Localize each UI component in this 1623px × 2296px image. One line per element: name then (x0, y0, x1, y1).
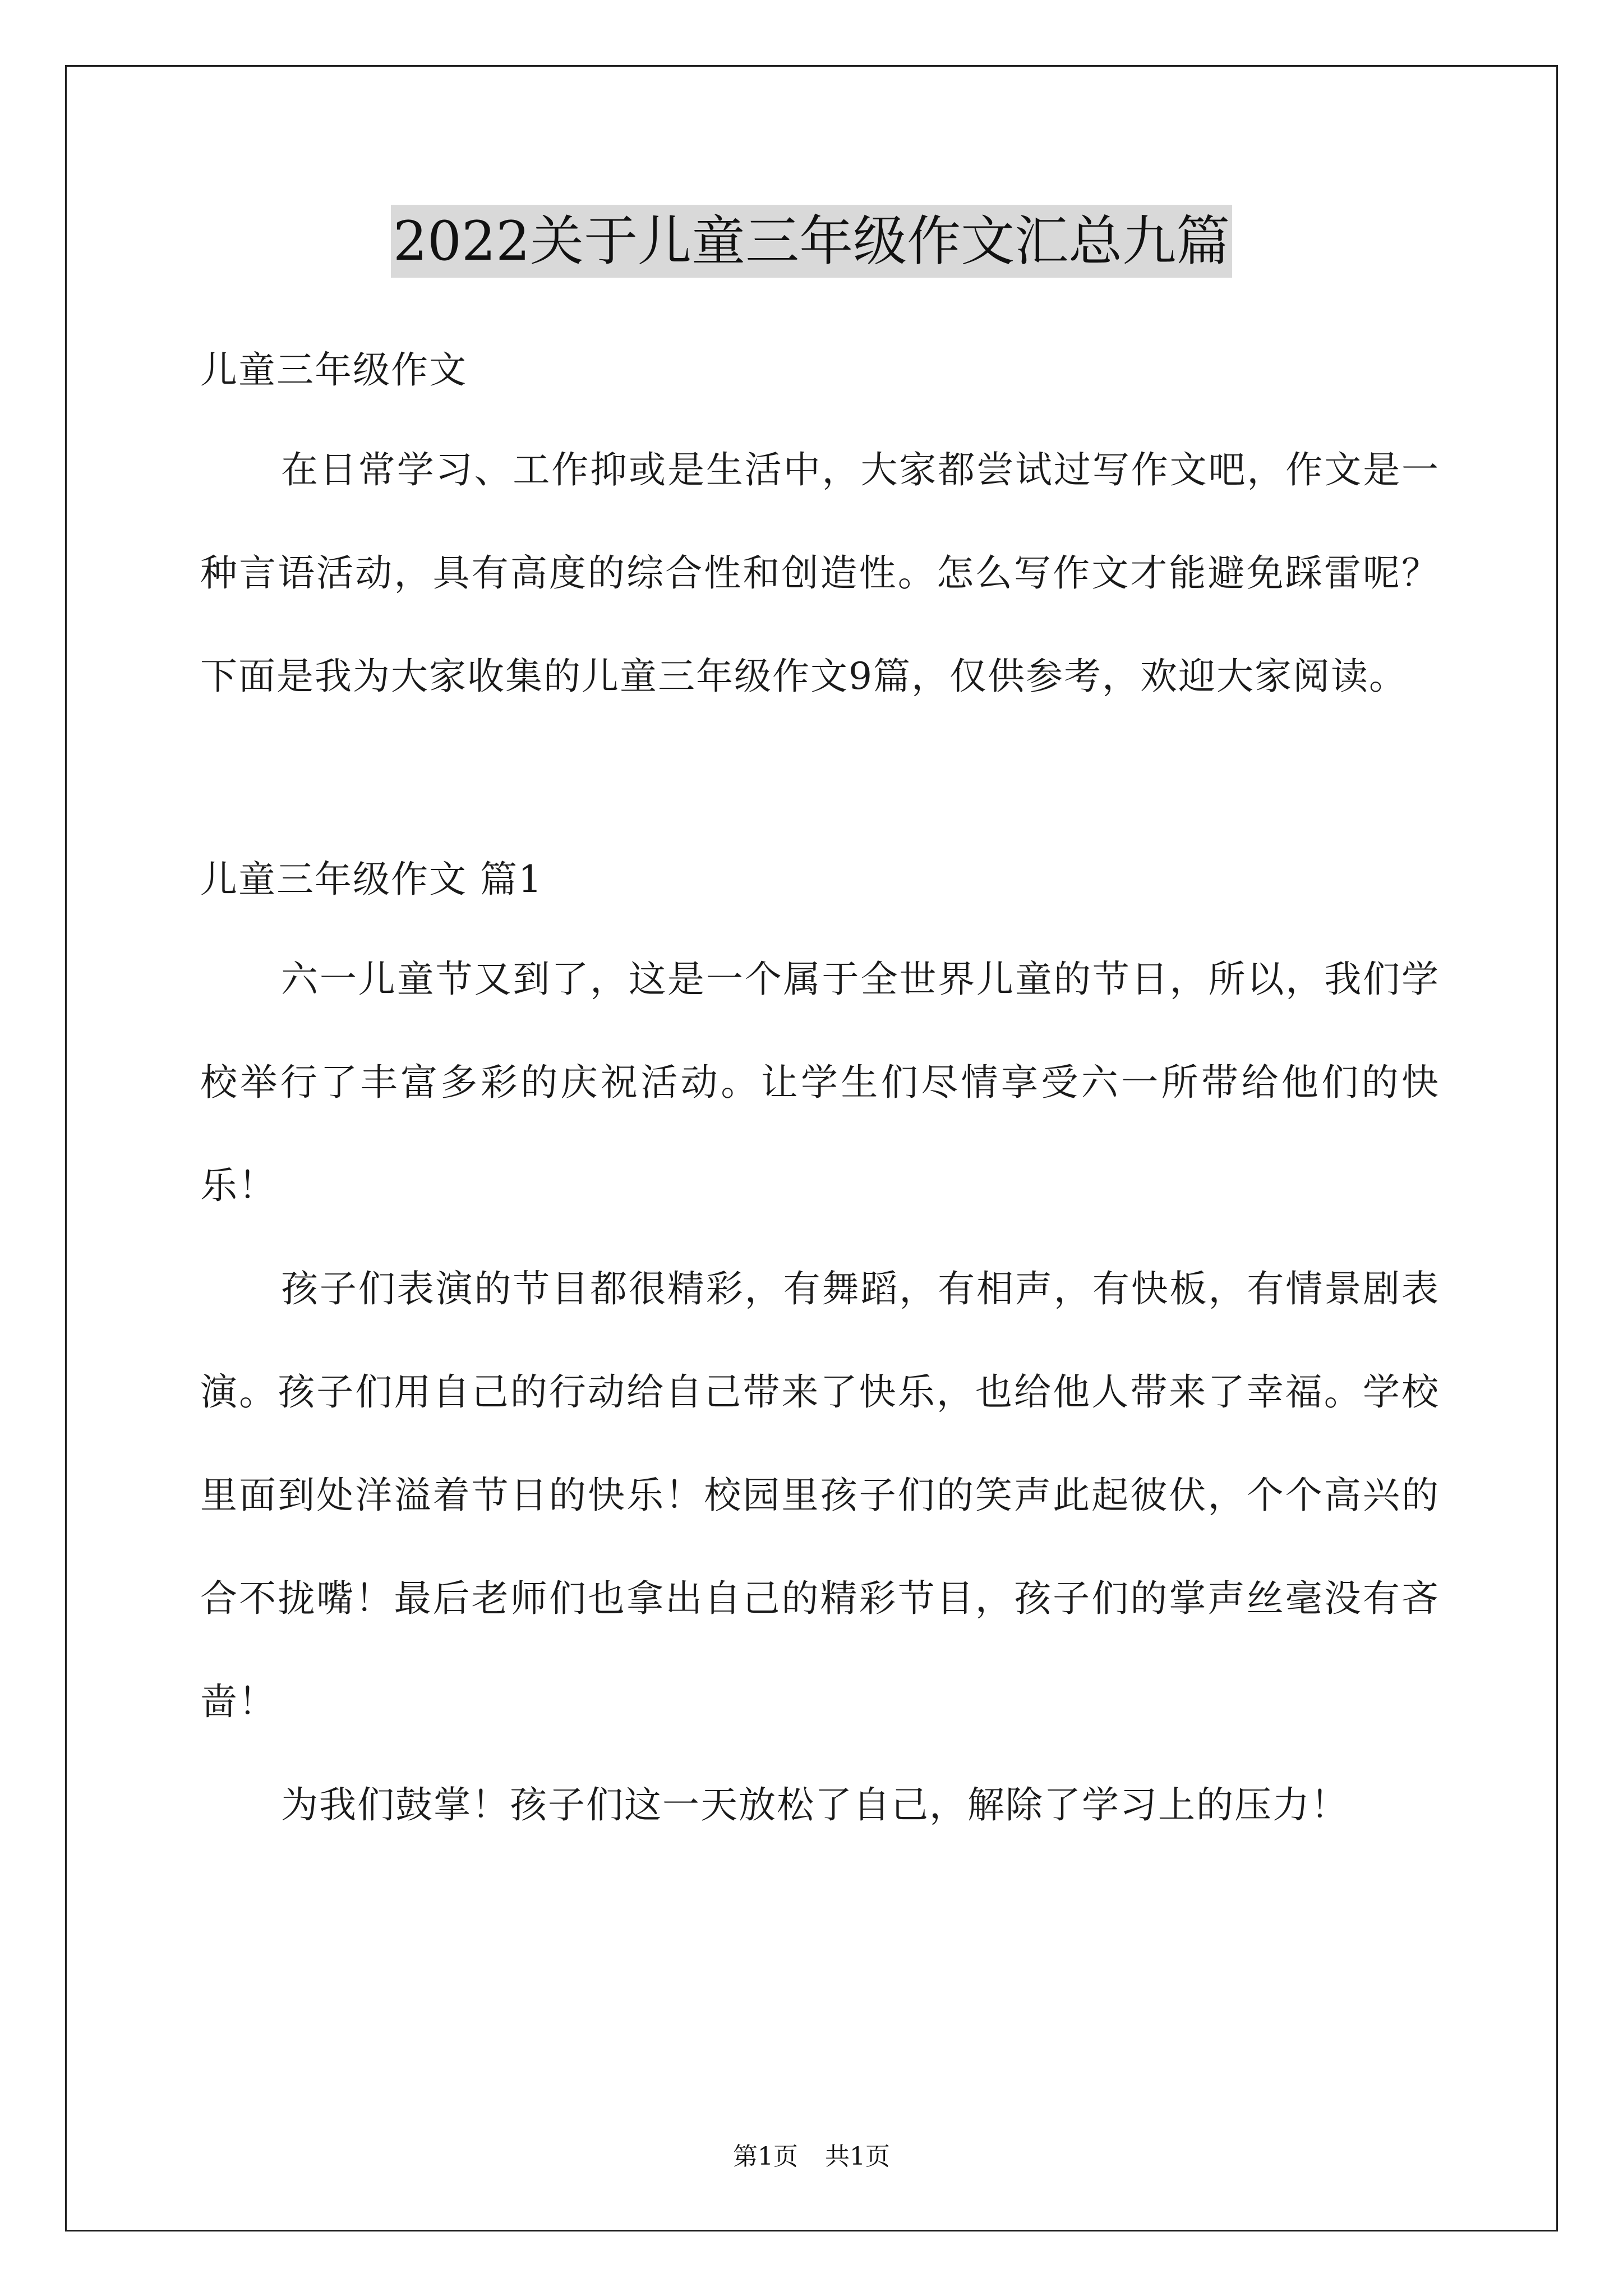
intro-paragraph: 在日常学习、工作抑或是生活中，大家都尝试过写作文吧，作文是一种言语活动，具有高度的综合性和创造性。怎么写作文才能避免踩雷呢？下面是我为大家收集的儿童三年级作文9篇，仅供参考，欢迎大家阅读。 (200, 448, 1440, 698)
intro-heading: 儿童三年级作文 (200, 348, 467, 392)
document-title: 2022关于儿童三年级作文汇总九篇 (391, 205, 1232, 278)
section-paragraph: 为我们鼓掌！孩子们这一天放松了自己，解除了学习上的压力！ (281, 1783, 1349, 1826)
section-paragraph: 六一儿童节又到了，这是一个属于全世界儿童的节日，所以，我们学校举行了丰富多彩的庆祝活动。让学生们尽情享受六一所带给他们的快乐！ (200, 958, 1440, 1207)
page-number: 第1页 (733, 2142, 798, 2171)
section-heading: 儿童三年级作文 篇1 (200, 858, 543, 901)
title-container (0, 205, 1623, 278)
page-footer (0, 2136, 1623, 2172)
document-body (200, 314, 1440, 1857)
section-paragraph: 孩子们表演的节目都很精彩，有舞蹈，有相声，有快板，有情景剧表演。孩子们用自己的行动给自己带来了快乐，也给他人带来了幸福。学校里面到处洋溢着节日的快乐！校园里孩子们的笑声此起彼伏，个个高兴的合不拢嘴！最后老师们也拿出自己的精彩节目，孩子们的掌声丝毫没有吝啬！ (200, 1267, 1440, 1723)
page-total: 共1页 (825, 2142, 890, 2171)
